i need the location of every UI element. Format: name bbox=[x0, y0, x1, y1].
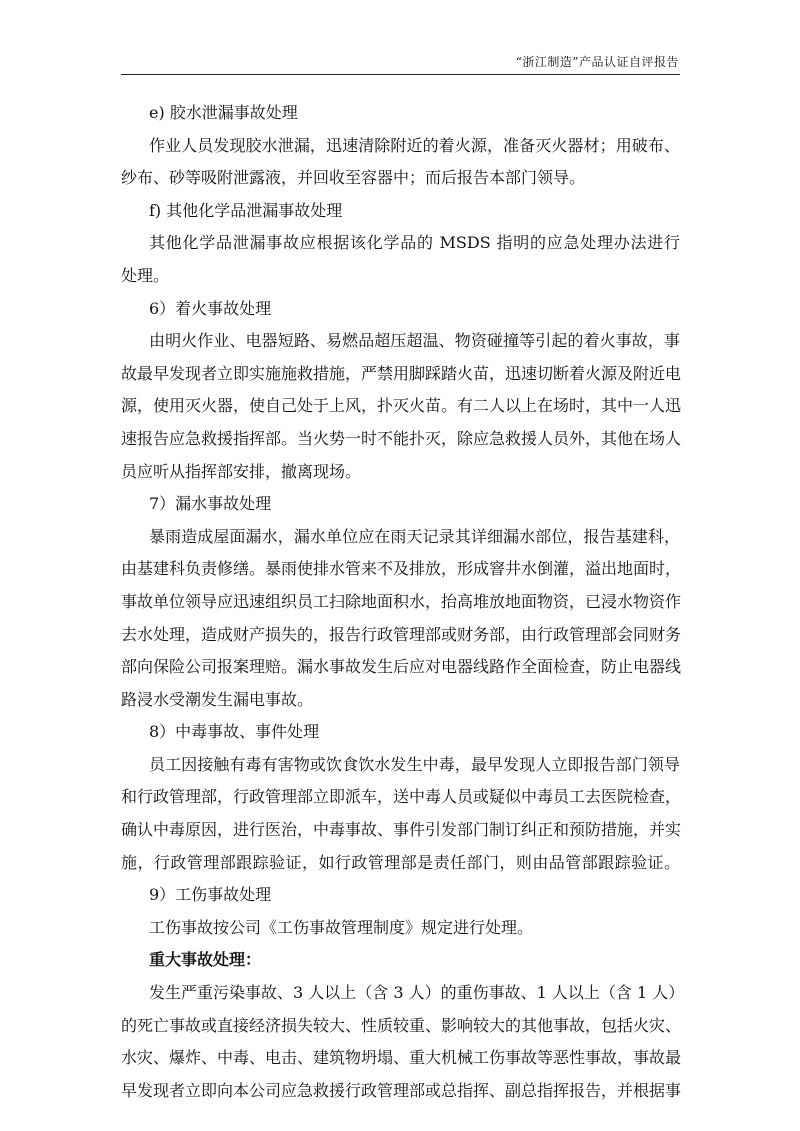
header-title: “浙江制造”产品认证自评报告 bbox=[515, 55, 679, 69]
text-line: 由明火作业、电器短路、易燃品超压超温、物资碰撞等引起的着火事故，事 bbox=[149, 331, 680, 351]
text-line: e) 胶水泄漏事故处理 bbox=[149, 103, 298, 122]
text-line: 员应听从指挥部安排，撤离现场。 bbox=[121, 461, 362, 481]
text-line: 施，行政管理部跟踪验证，如行政管理部是责任部门，则由品管部跟踪验证。 bbox=[121, 852, 680, 872]
text-line: 处理。 bbox=[121, 265, 170, 285]
text-line: 其他化学品泄漏事故应根据该化学品的 MSDS 指明的应急处理办法进行 bbox=[149, 233, 680, 253]
text-line: 和行政管理部，行政管理部立即派车，送中毒人员或疑似中毒员工去医院检查， bbox=[121, 787, 682, 807]
text-line: 由基建科负责修缮。暴雨使排水管来不及排放，形成窨井水倒灌，溢出地面时， bbox=[121, 559, 682, 579]
text-line: 8）中毒事故、事件处理 bbox=[149, 722, 320, 742]
text-line: f) 其他化学品泄漏事故处理 bbox=[149, 200, 343, 220]
document-body bbox=[121, 97, 685, 1107]
text-line: 故最早发现者立即实施施救措施，严禁用脚踩踏火苗，迅速切断着火源及附近电 bbox=[121, 363, 682, 383]
text-line: 早发现者立即向本公司应急救援行政管理部或总指挥、副总指挥报告，并根据事 bbox=[121, 1080, 682, 1100]
text-line: 水灾、爆炸、中毒、电击、建筑物坍塌、重大机械工伤事故等恶性事故，事故最 bbox=[121, 1048, 682, 1068]
text-line: 去水处理，造成财产损失的，报告行政管理部或财务部，由行政管理部会同财务 bbox=[121, 624, 682, 644]
header-divider bbox=[121, 74, 680, 75]
text-line: 员工因接触有毒有害物或饮食饮水发生中毒，最早发现人立即报告部门领导 bbox=[149, 754, 680, 774]
text-line: 发生严重污染事故、3 人以上（含 3 人）的重伤事故、1 人以上（含 1 人） bbox=[149, 983, 685, 1003]
text-line: 路浸水受潮发生漏电事故。 bbox=[121, 689, 314, 709]
text-line: 作业人员发现胶水泄漏，迅速清除附近的着火源，准备灭火器材；用破布、 bbox=[149, 135, 680, 155]
section-heading: 重大事故处理： bbox=[149, 950, 262, 970]
text-line: 7）漏水事故处理 bbox=[149, 494, 272, 514]
text-line: 确认中毒原因，进行医治，中毒事故、事件引发部门制订纠正和预防措施，并实 bbox=[121, 820, 682, 840]
text-line: 暴雨造成屋面漏水，漏水单位应在雨天记录其详细漏水部位，报告基建科， bbox=[149, 526, 680, 546]
text-line: 工伤事故按公司《工伤事故管理制度》规定进行处理。 bbox=[149, 917, 534, 937]
text-line: 纱布、砂等吸附泄露液，并回收至容器中；而后报告本部门领导。 bbox=[121, 168, 586, 188]
text-line: 的死亡事故或直接经济损失较大、性质较重、影响较大的其他事故，包括火灾、 bbox=[121, 1015, 682, 1035]
text-line: 6）着火事故处理 bbox=[149, 298, 272, 318]
text-line: 速报告应急救援指挥部。当火势一时不能扑灭，除应急救援人员外，其他在场人 bbox=[121, 428, 682, 448]
text-line: 事故单位领导应迅速组织员工扫除地面积水，抬高堆放地面物资，已浸水物资作 bbox=[121, 591, 682, 611]
text-line: 源，使用灭火器，使自己处于上风，扑灭火苗。有二人以上在场时，其中一人迅 bbox=[121, 396, 682, 416]
text-line: 9）工伤事故处理 bbox=[149, 885, 272, 905]
text-line: 部向保险公司报案理赔。漏水事故发生后应对电器线路作全面检查，防止电器线 bbox=[121, 657, 682, 677]
